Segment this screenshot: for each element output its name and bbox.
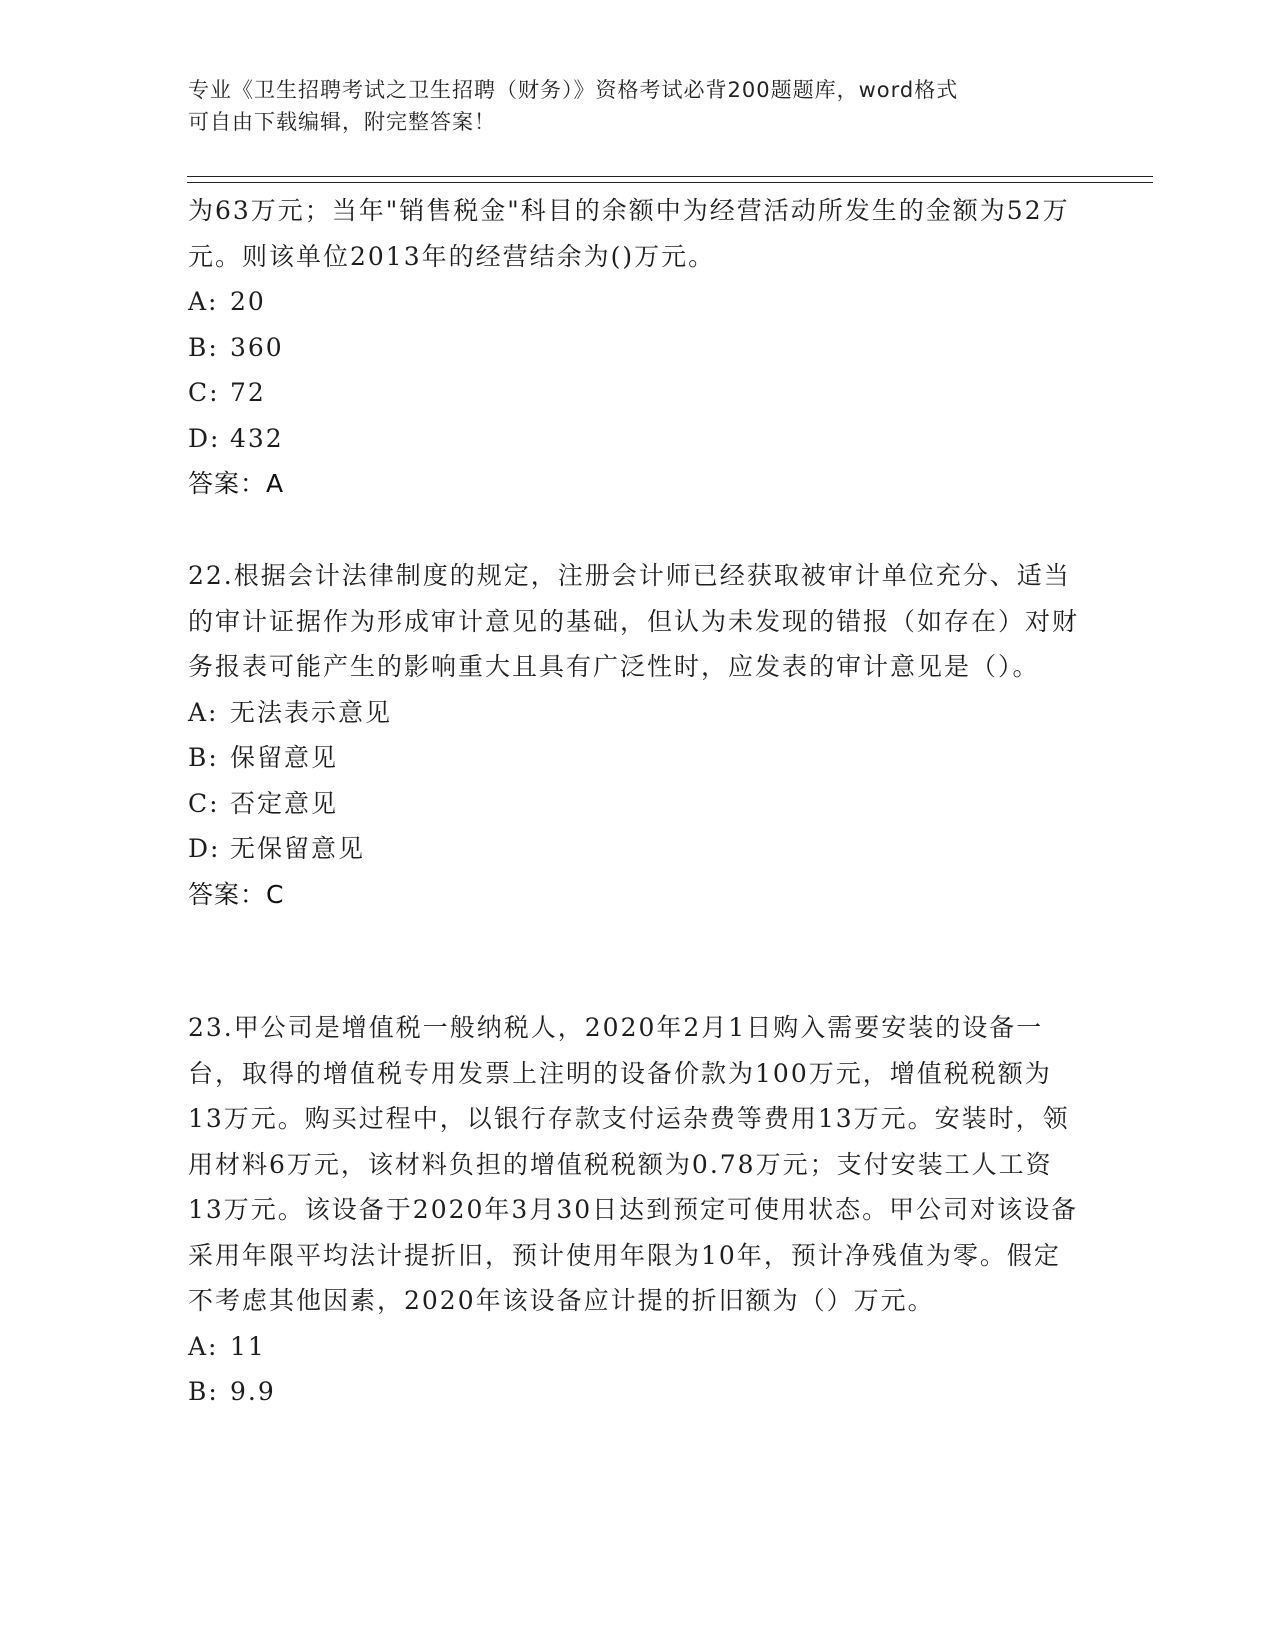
- option-label: A:: [188, 697, 219, 727]
- option-text: 9.9: [230, 1377, 276, 1406]
- option-text: 否定意见: [230, 788, 339, 818]
- option-text: 保留意见: [230, 743, 339, 772]
- option-label: C:: [188, 378, 220, 407]
- option-a: [188, 279, 1083, 325]
- option-text: 无保留意见: [230, 834, 366, 863]
- header-line-1: 专业《卫生招聘考试之卫生招聘（财务）》资格考试必背200题题库，word格式: [188, 78, 959, 102]
- option-label: D:: [188, 834, 221, 863]
- question-21-text: 为63万元；当年"销售税金"科目的余额中为经营活动所发生的金额为52万元。则该单位2013年的经营结余为()万元。: [188, 196, 1070, 271]
- option-label: B:: [188, 332, 219, 362]
- option-d: [188, 826, 1083, 872]
- option-a: [188, 690, 1083, 736]
- option-text: 432: [230, 423, 284, 453]
- question-22-block: [188, 553, 1083, 917]
- option-text: 72: [230, 378, 266, 407]
- option-label: D:: [188, 423, 221, 453]
- option-b: [188, 325, 1083, 371]
- option-text: 11: [230, 1331, 266, 1361]
- answer-line: 答案：A: [188, 469, 285, 498]
- header-divider-top: [187, 176, 1153, 177]
- option-label: A:: [188, 1331, 219, 1361]
- question-22-text: 22.根据会计法律制度的规定，注册会计师已经获取被审计单位充分、适当的审计证据作为形成审计意见的基础，但认为未发现的错报（如存在）对财务报表可能产生的影响重大且具有广泛性时，应发表的审计意见是（）。: [188, 561, 1080, 681]
- question-23-block: [188, 1005, 1083, 1415]
- option-text: 360: [230, 332, 284, 362]
- answer-line: 答案：C: [188, 879, 285, 909]
- header-divider-bottom: [187, 182, 1153, 183]
- option-b: [188, 1369, 1083, 1415]
- option-b: [188, 735, 1083, 781]
- option-c: [188, 781, 1083, 827]
- option-text: 20: [230, 287, 266, 316]
- header-line-2: 可自由下载编辑，附完整答案！: [188, 110, 496, 134]
- question-21-block: [188, 188, 1083, 506]
- option-c: [188, 370, 1083, 416]
- option-label: B:: [188, 743, 219, 772]
- option-label: A:: [188, 287, 219, 316]
- option-a: [188, 1324, 1083, 1370]
- option-label: B:: [188, 1377, 219, 1406]
- option-label: C:: [188, 788, 220, 818]
- question-23-text: 23.甲公司是增值税一般纳税人，2020年2月1日购入需要安装的设备一台，取得的增值税专用发票上注明的设备价款为100万元，增值税税额为13万元。购买过程中，以银行存款支付运杂费等费用13万元。安装时，领用材料6万元，该材料负担的增值税税额为0.78万元；支付安装工人工资13万元。该设备于2020年3月30日达到预定可使用状态。甲公司对该设备采用年限平均法计提折旧，预计使用年限为10年，预计净残值为零。假定不考虑其他因素，2020年该设备应计提的折旧额为（）万元。: [188, 1013, 1079, 1315]
- document-header: [188, 74, 1068, 138]
- option-text: 无法表示意见: [230, 697, 393, 727]
- option-d: [188, 416, 1083, 462]
